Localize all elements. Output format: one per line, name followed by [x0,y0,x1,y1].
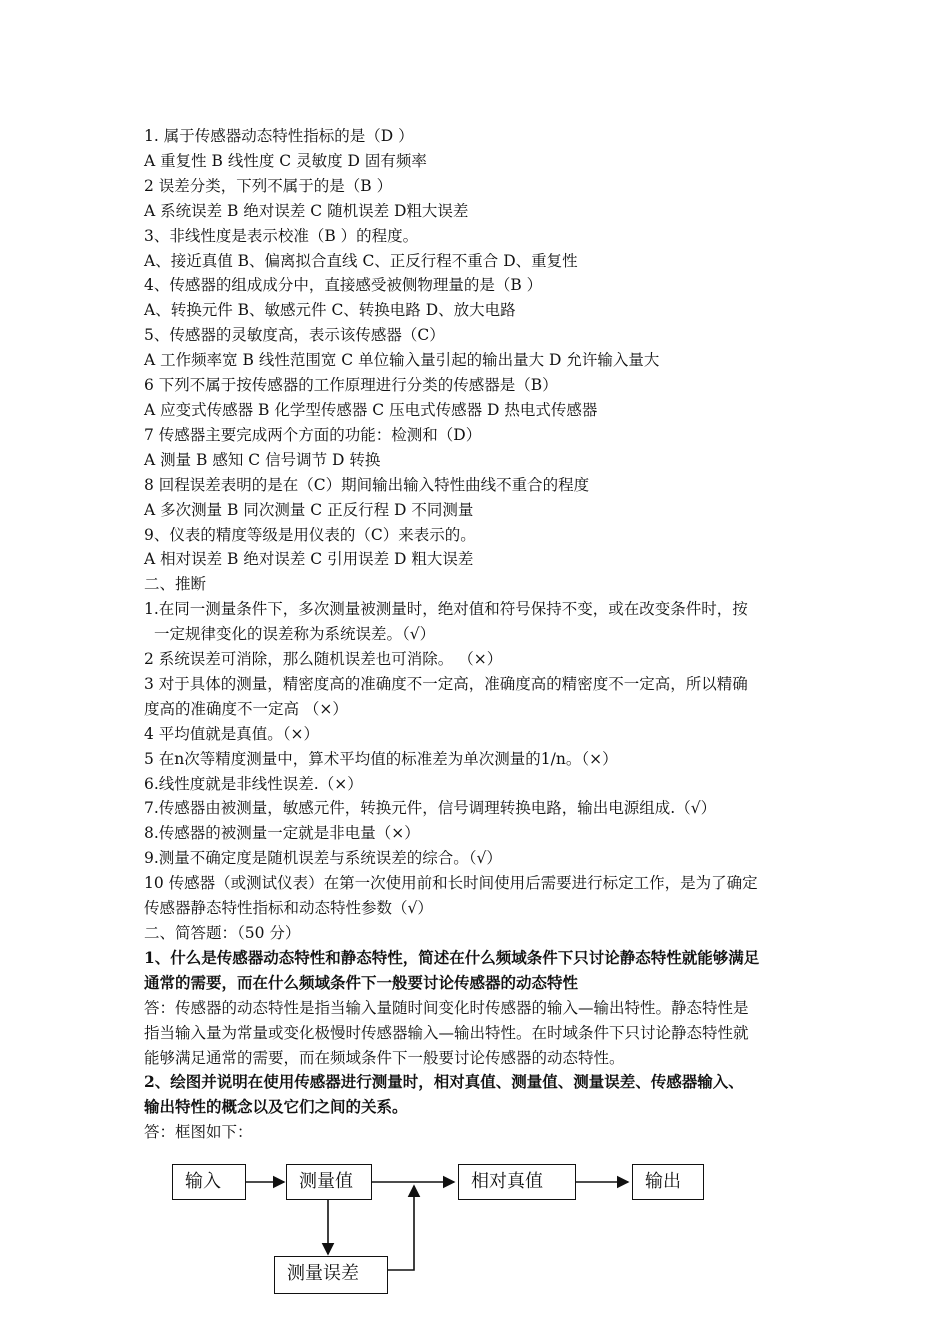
document-body [144,124,814,1145]
short-a1-line-2: 指当输入量为常量或变化极慢时传感器输入—输出特性。在时域条件下只讨论静态特性就 [144,1023,749,1042]
q8-text: 8 回程误差表明的是在（C）期间输出输入特性曲线不重合的程度 [144,475,590,494]
box-measured: 测量值 [286,1164,372,1200]
q4-options: A、转换元件 B、敏感元件 C、转换电路 D、放大电路 [144,301,516,320]
judgement-10-line-2: 传感器静态特性指标和动态特性参数（√） [144,899,433,918]
judgement-5: 5 在n次等精度测量中，算术平均值的标准差为单次测量的1/n。（×） [144,749,618,768]
q7-options: A 测量 B 感知 C 信号调节 D 转换 [144,450,381,469]
box-error: 测量误差 [274,1256,388,1294]
q2-text: 2 误差分类，下列不属于的是（B ） [144,176,393,195]
section-judgement-heading: 二、推断 [144,575,207,594]
box-output: 输出 [632,1164,704,1200]
short-q1-line-1: 1、什么是传感器动态特性和静态特性，简述在什么频域条件下只讨论静态特性就能够满足 [144,947,760,967]
judgement-4: 4 平均值就是真值。（×） [144,724,320,743]
short-a1-line-1: 答：传感器的动态特性是指当输入量随时间变化时传感器的输入—输出特性。静态特性是 [144,998,749,1017]
q3-text: 3、非线性度是表示校准（B ）的程度。 [144,226,419,245]
judgement-10-line-1: 10 传感器（或测试仪表）在第一次使用前和长时间使用后需要进行标定工作，是为了确定 [144,874,758,893]
judgement-3-line-1: 3 对于具体的测量，精密度高的准确度不一定高，准确度高的精密度不一定高，所以精确 [144,674,748,693]
q2-options: A 系统误差 B 绝对误差 C 随机误差 D粗大误差 [144,201,469,220]
judgement-8: 8.传感器的被测量一定就是非电量（×） [144,824,420,843]
q6-text: 6 下列不属于按传感器的工作原理进行分类的传感器是（B） [144,376,558,395]
short-a1-line-3: 能够满足通常的需要，而在频域条件下一般要讨论传感器的动态特性。 [144,1048,625,1067]
box-true-value: 相对真值 [458,1164,576,1200]
judgement-9: 9.测量不确定度是随机误差与系统误差的综合。（√） [144,849,502,868]
short-a2-line-1: 答：框图如下： [144,1123,253,1142]
q9-text: 9、仪表的精度等级是用仪表的（C）来表示的。 [144,525,476,544]
section-short-answer-heading: 二、简答题：（50 分） [144,924,301,942]
q4-text: 4、传感器的组成成分中，直接感受被侧物理量的是（B ） [144,276,543,295]
short-q2-line-2: 输出特性的概念以及它们之间的关系。 [144,1097,408,1117]
judgement-6: 6.线性度就是非线性误差.（×） [144,774,363,793]
q3-options: A、接近真值 B、偏离拟合直线 C、正反行程不重合 D、重复性 [144,251,578,270]
arrow-error-feedback [388,1186,414,1270]
judgement-2: 2 系统误差可消除，那么随机误差也可消除。 （×） [144,650,503,669]
block-diagram [160,1158,720,1298]
q8-options: A 多次测量 B 同次测量 C 正反行程 D 不同测量 [144,500,474,519]
q7-text: 7 传感器主要完成两个方面的功能：检测和（D） [144,425,482,444]
box-input: 输入 [172,1164,246,1200]
judgement-3-line-2: 度高的准确度不一定高 （×） [144,699,348,718]
q1-options: A 重复性 B 线性度 C 灵敏度 D 固有频率 [144,151,427,170]
short-q1-line-2: 通常的需要，而在什么频域条件下一般要讨论传感器的动态特性 [144,972,579,992]
q5-options: A 工作频率宽 B 线性范围宽 C 单位输入量引起的输出量大 D 允许输入量大 [144,351,660,370]
judgement-7: 7.传感器由被测量，敏感元件，转换元件，信号调理转换电路，输出电源组成.（√） [144,799,717,818]
judgement-1-line-1: 1.在同一测量条件下，多次测量被测量时，绝对值和符号保持不变，或在改变条件时，按 [144,600,748,619]
q9-options: A 相对误差 B 绝对误差 C 引用误差 D 粗大误差 [144,550,474,569]
q6-options: A 应变式传感器 B 化学型传感器 C 压电式传感器 D 热电式传感器 [144,400,598,419]
q1-text: 1. 属于传感器动态特性指标的是（D ） [144,127,414,145]
short-q2-line-1: 2、绘图并说明在使用传感器进行测量时，相对真值、测量值、测量误差、传感器输入、 [144,1072,744,1092]
judgement-1-line-2: 一定规律变化的误差称为系统误差。（√） [154,625,436,644]
q5-text: 5、传感器的灵敏度高，表示该传感器（C） [144,326,445,345]
